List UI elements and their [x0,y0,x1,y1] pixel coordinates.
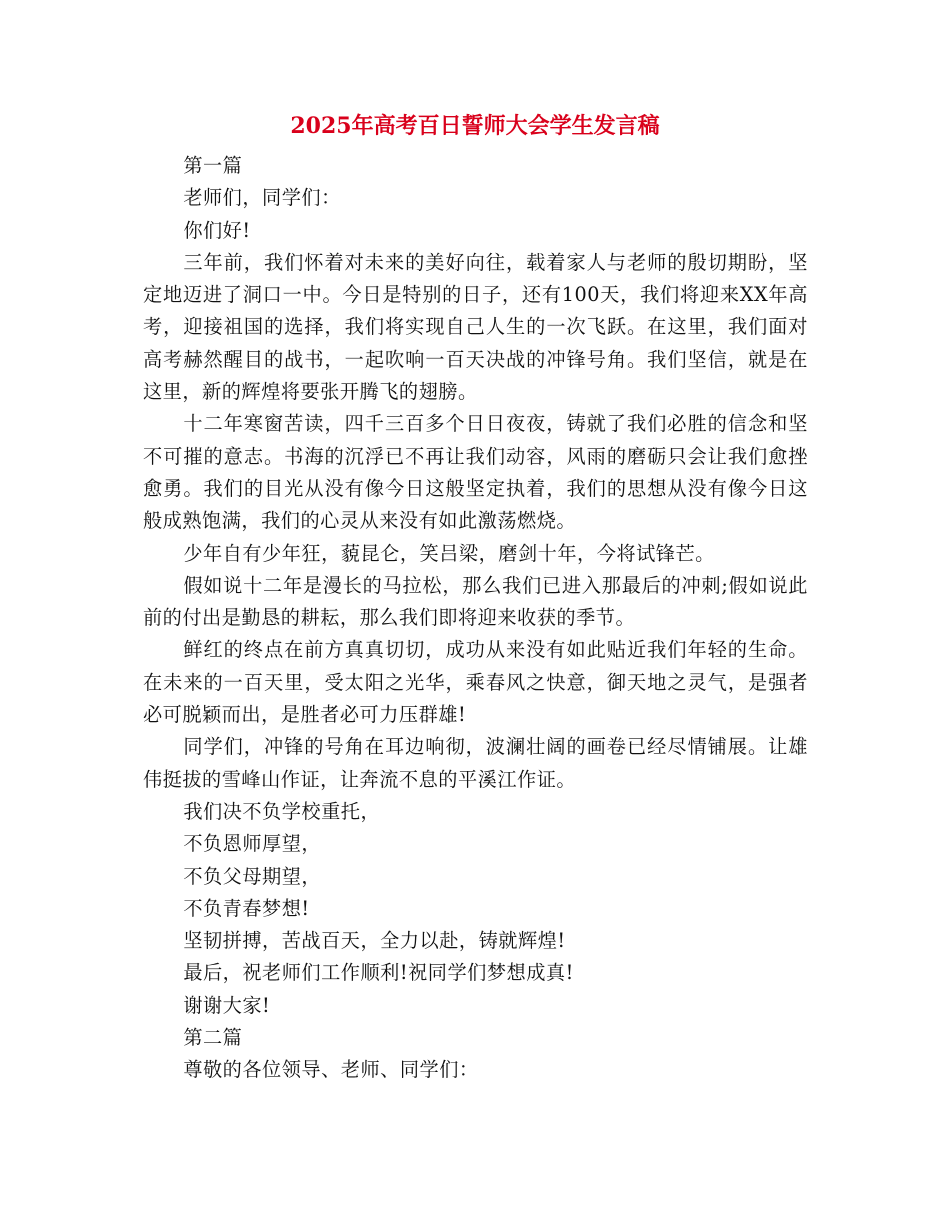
paragraph-body: 十二年寒窗苦读，四千三百多个日日夜夜，铸就了我们必胜的信念和坚不可摧的意志。书海的沉浮已不再让我们动容，风雨的磨砺只会让我们愈挫愈勇。我们的目光从没有像今日这般坚定执着，我们的思想从没有像今日这般成熟饱满，我们的心灵从来没有如此激荡燃烧。 [143,412,808,533]
paragraph-body: 鲜红的终点在前方真真切切，成功从来没有如此贴近我们年轻的生命。在未来的一百天里，受太阳之光华，乘春风之快意，御天地之灵气，是强者必可脱颖而出，是胜者必可力压群雄! [143,638,808,727]
paragraph-section-heading-1: 第一篇 [183,154,243,177]
document-body [143,150,808,1087]
paragraph-body: 少年自有少年狂，藐昆仑，笑吕梁，磨剑十年，今将试锋芒。 [183,541,715,565]
paragraph-thanks: 谢谢大家! [183,993,271,1017]
paragraph-section-heading-2: 第二篇 [183,1026,243,1050]
paragraph-body: 同学们，冲锋的号角在耳边响彻，波澜壮阔的画卷已经尽情铺展。让雄伟挺拔的雪峰山作证，让奔流不息的平溪江作证。 [143,735,808,791]
paragraph-pledge: 不负青春梦想! [183,896,310,920]
paragraph-greeting: 你们好! [183,218,251,242]
paragraph-body: 三年前，我们怀着对未来的美好向往，载着家人与老师的殷切期盼，坚定地迈进了洞口一中。今日是特别的日子，还有100天，我们将迎来XX年高考，迎接祖国的选择，我们将实现自己人生的一次飞跃。在这里，我们面对高考赫然醒目的战书，一起吹响一百天决战的冲锋号角。我们坚信，就是在这里，新的辉煌将要张开腾飞的翅膀。 [143,250,808,404]
paragraph-salutation: 老师们，同学们： [183,186,341,210]
document-title: 2025年高考百日誓师大会学生发言稿 [290,113,660,139]
paragraph-pledge: 我们决不负学校重托， [183,799,381,823]
paragraph-pledge: 不负父母期望， [183,864,322,888]
paragraph-body: 假如说十二年是漫长的马拉松，那么我们已进入那最后的冲刺;假如说此前的付出是勤恳的耕耘，那么我们即将迎来收获的季节。 [143,573,808,630]
paragraph-salutation: 尊敬的各位领导、老师、同学们： [183,1058,479,1082]
paragraph-closing: 最后，祝老师们工作顺利!祝同学们梦想成真! [183,961,574,985]
paragraph-pledge: 不负恩师厚望， [183,832,322,856]
paragraph-pledge: 坚韧拼搏，苦战百天，全力以赴，铸就辉煌! [183,929,566,953]
